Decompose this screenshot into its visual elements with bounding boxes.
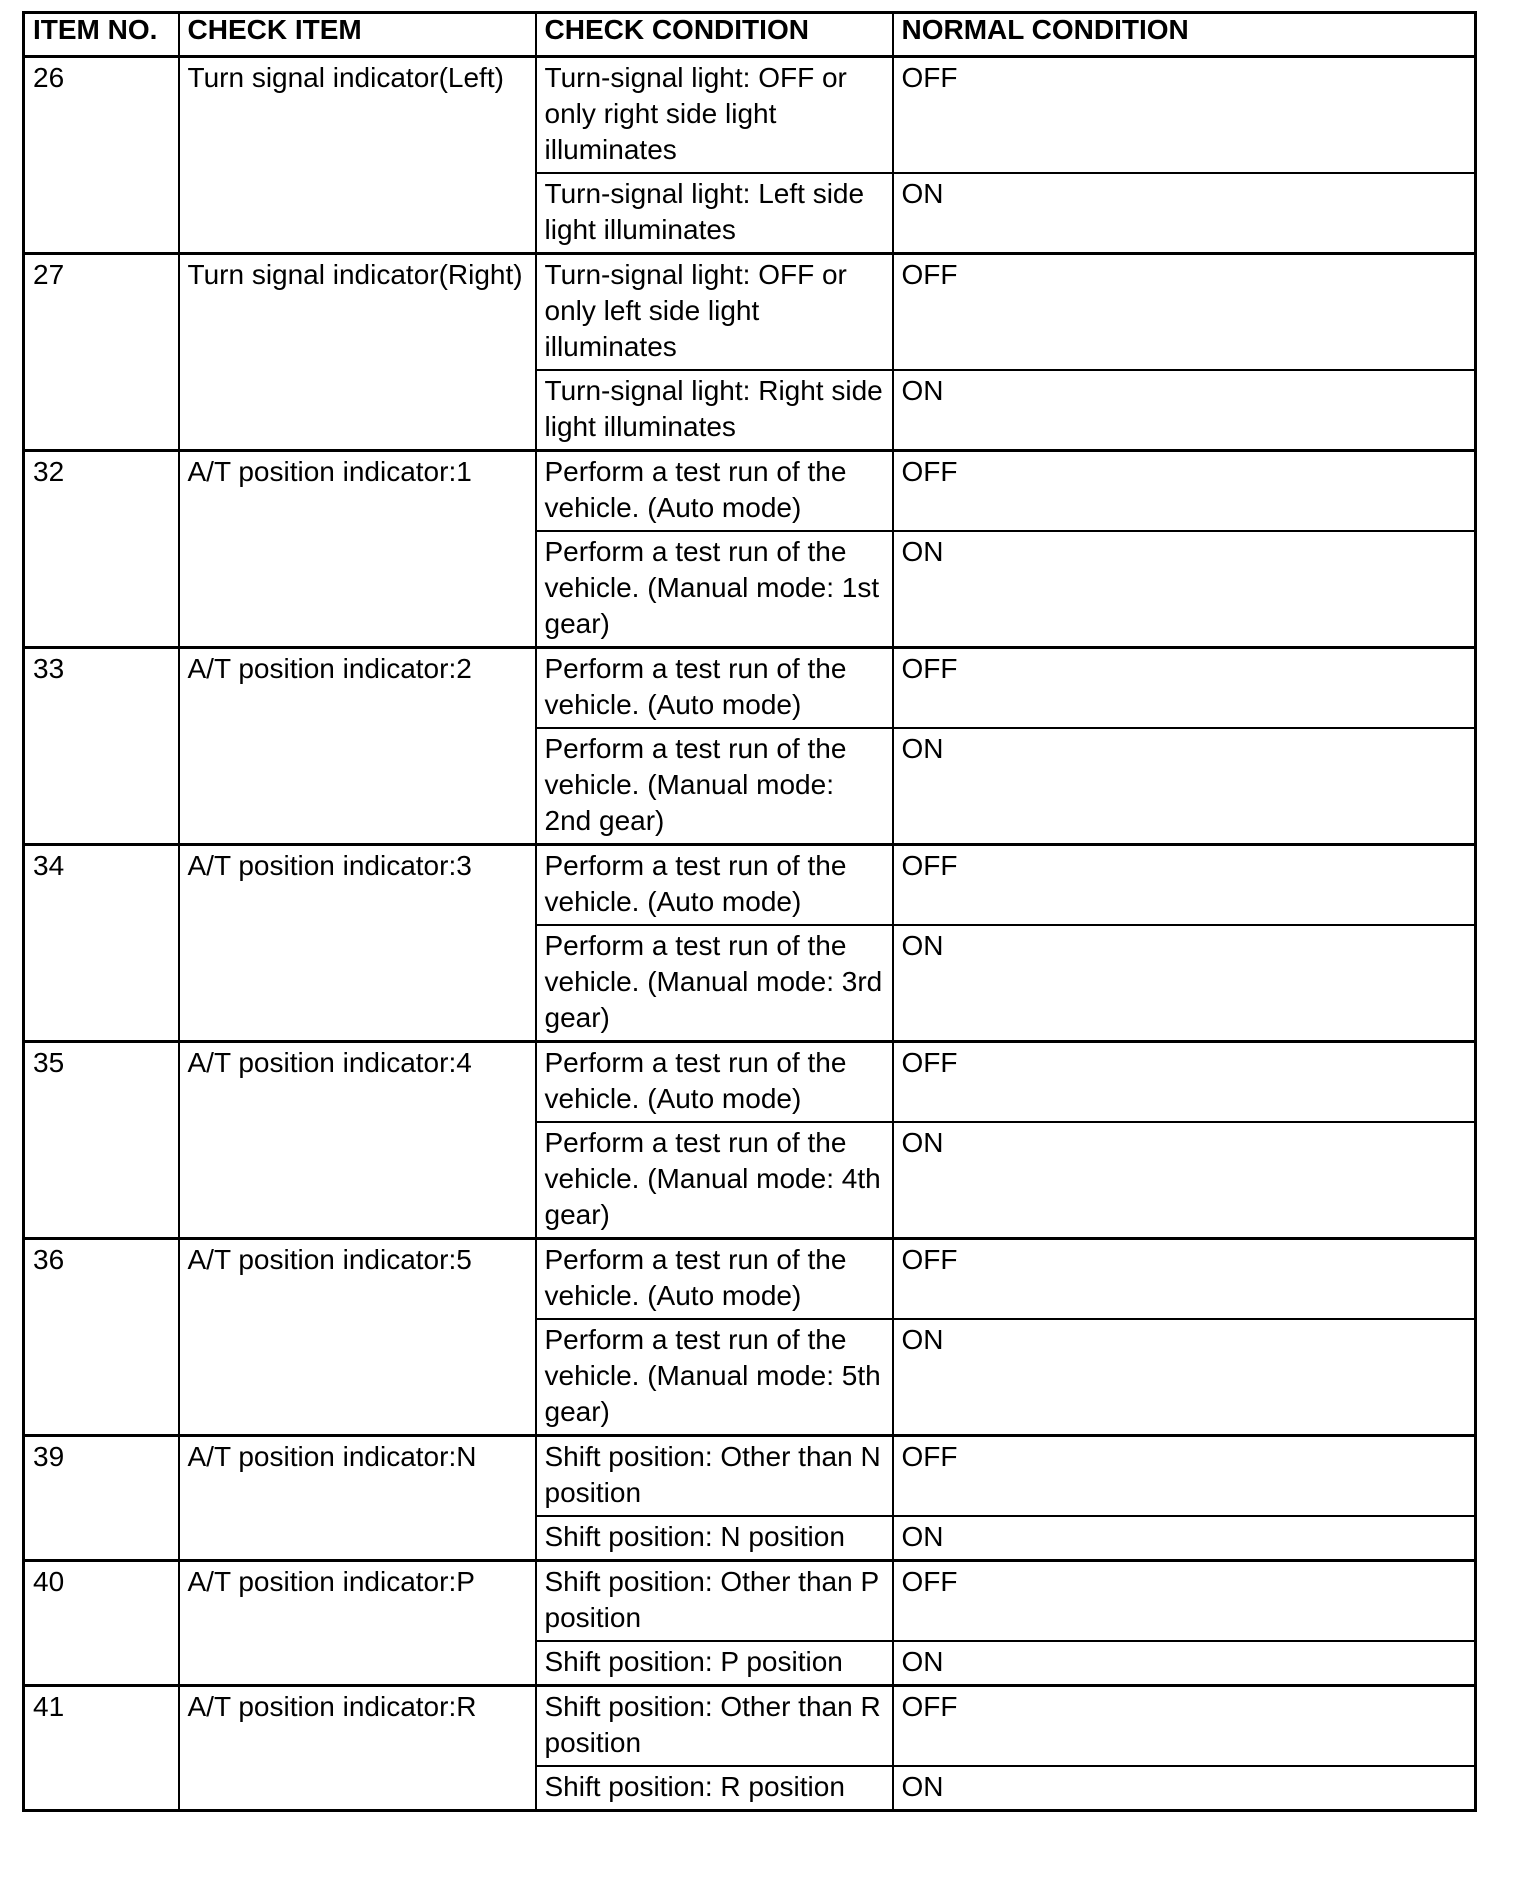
check-condition-cell: Shift position: Other than R position: [536, 1686, 893, 1767]
normal-condition-cell: ON: [893, 531, 1476, 648]
check-condition-cell: Shift position: Other than P position: [536, 1561, 893, 1642]
check-condition-cell: Perform a test run of the vehicle. (Manual mode: 1st gear): [536, 531, 893, 648]
check-condition-cell: Perform a test run of the vehicle. (Manual mode: 5th gear): [536, 1319, 893, 1436]
table-row: [24, 1042, 1476, 1123]
check-item-cell: A/T position indicator:4: [179, 1042, 536, 1239]
check-condition-cell: Turn-signal light: OFF or only left side light illuminates: [536, 254, 893, 371]
normal-condition-cell: ON: [893, 1641, 1476, 1686]
normal-condition-cell: OFF: [893, 254, 1476, 371]
check-condition-cell: Shift position: R position: [536, 1766, 893, 1811]
header-row: [24, 13, 1476, 57]
item-no-cell: 26: [24, 57, 179, 254]
table-row: [24, 1686, 1476, 1767]
item-no-cell: 39: [24, 1436, 179, 1561]
check-item-cell: Turn signal indicator(Left): [179, 57, 536, 254]
normal-condition-cell: OFF: [893, 1239, 1476, 1320]
check-condition-cell: Shift position: N position: [536, 1516, 893, 1561]
normal-condition-cell: ON: [893, 1122, 1476, 1239]
table-row: [24, 57, 1476, 174]
item-no-cell: 35: [24, 1042, 179, 1239]
check-item-cell: A/T position indicator:2: [179, 648, 536, 845]
check-table: [22, 11, 1477, 1812]
check-condition-cell: Perform a test run of the vehicle. (Manual mode: 3rd gear): [536, 925, 893, 1042]
table-row: [24, 648, 1476, 729]
normal-condition-cell: OFF: [893, 1686, 1476, 1767]
normal-condition-cell: OFF: [893, 1042, 1476, 1123]
normal-condition-cell: OFF: [893, 845, 1476, 926]
item-no-cell: 34: [24, 845, 179, 1042]
normal-condition-cell: ON: [893, 1766, 1476, 1811]
check-condition-cell: Perform a test run of the vehicle. (Manual mode: 4th gear): [536, 1122, 893, 1239]
header-check-item: CHECK ITEM: [179, 13, 536, 57]
item-no-cell: 41: [24, 1686, 179, 1811]
check-condition-cell: Perform a test run of the vehicle. (Auto mode): [536, 648, 893, 729]
normal-condition-cell: ON: [893, 1319, 1476, 1436]
check-condition-cell: Shift position: P position: [536, 1641, 893, 1686]
check-condition-cell: Perform a test run of the vehicle. (Auto mode): [536, 1042, 893, 1123]
check-item-cell: Turn signal indicator(Right): [179, 254, 536, 451]
table-body: [24, 57, 1476, 1811]
normal-condition-cell: ON: [893, 728, 1476, 845]
table-row: [24, 845, 1476, 926]
check-condition-cell: Perform a test run of the vehicle. (Auto mode): [536, 451, 893, 532]
check-condition-cell: Shift position: Other than N position: [536, 1436, 893, 1517]
item-no-cell: 33: [24, 648, 179, 845]
check-item-cell: A/T position indicator:3: [179, 845, 536, 1042]
check-item-cell: A/T position indicator:1: [179, 451, 536, 648]
check-item-cell: A/T position indicator:P: [179, 1561, 536, 1686]
normal-condition-cell: OFF: [893, 648, 1476, 729]
check-item-cell: A/T position indicator:R: [179, 1686, 536, 1811]
check-condition-cell: Turn-signal light: OFF or only right side light illuminates: [536, 57, 893, 174]
table-row: [24, 1239, 1476, 1320]
normal-condition-cell: ON: [893, 370, 1476, 451]
header-check-condition: CHECK CONDITION: [536, 13, 893, 57]
check-condition-cell: Perform a test run of the vehicle. (Auto mode): [536, 1239, 893, 1320]
check-condition-cell: Perform a test run of the vehicle. (Manual mode: 2nd gear): [536, 728, 893, 845]
item-no-cell: 32: [24, 451, 179, 648]
normal-condition-cell: ON: [893, 173, 1476, 254]
check-item-cell: A/T position indicator:5: [179, 1239, 536, 1436]
item-no-cell: 27: [24, 254, 179, 451]
normal-condition-cell: OFF: [893, 57, 1476, 174]
header-item-no: ITEM NO.: [24, 13, 179, 57]
check-condition-cell: Perform a test run of the vehicle. (Auto mode): [536, 845, 893, 926]
normal-condition-cell: ON: [893, 925, 1476, 1042]
check-condition-cell: Turn-signal light: Left side light illuminates: [536, 173, 893, 254]
table-row: [24, 1436, 1476, 1517]
item-no-cell: 40: [24, 1561, 179, 1686]
table-row: [24, 254, 1476, 371]
table-row: [24, 1561, 1476, 1642]
normal-condition-cell: OFF: [893, 1561, 1476, 1642]
check-item-cell: A/T position indicator:N: [179, 1436, 536, 1561]
table-row: [24, 451, 1476, 532]
header-normal-condition: NORMAL CONDITION: [893, 13, 1476, 57]
normal-condition-cell: ON: [893, 1516, 1476, 1561]
check-condition-cell: Turn-signal light: Right side light illuminates: [536, 370, 893, 451]
normal-condition-cell: OFF: [893, 1436, 1476, 1517]
item-no-cell: 36: [24, 1239, 179, 1436]
normal-condition-cell: OFF: [893, 451, 1476, 532]
